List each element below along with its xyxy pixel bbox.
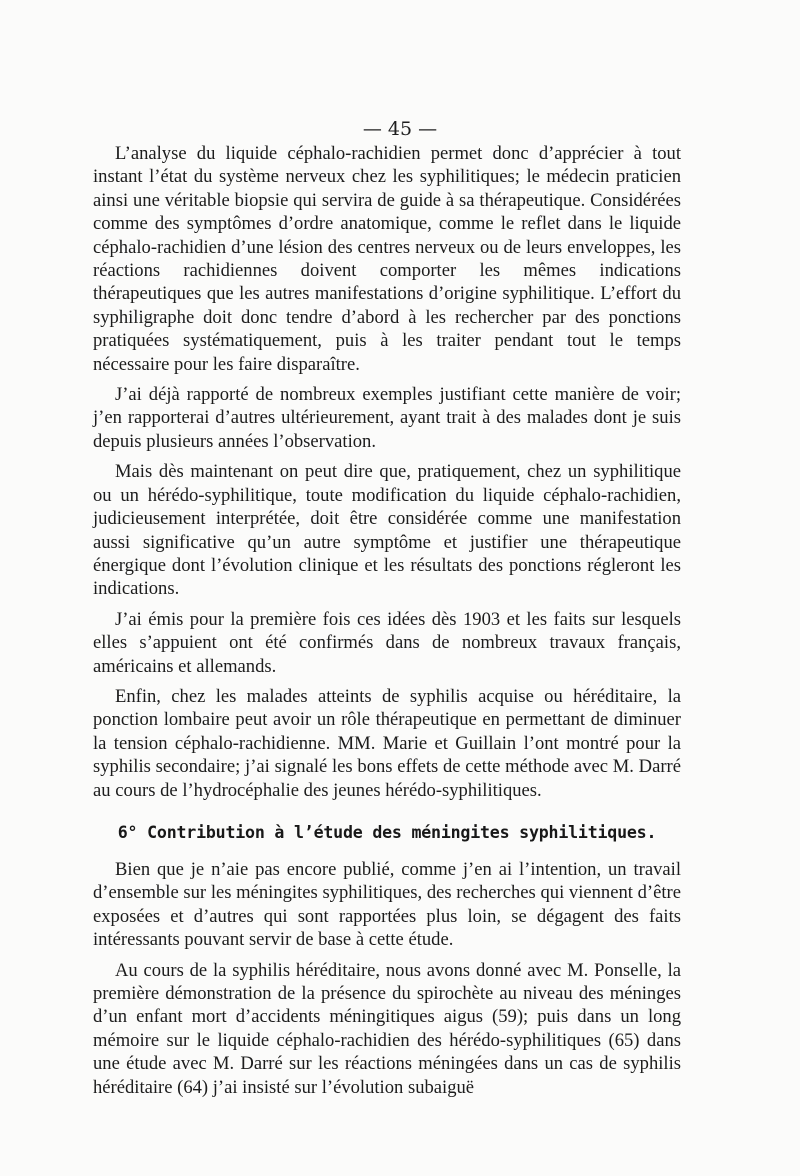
paragraph: L’analyse du liquide céphalo-rachidien permet donc d’apprécier à tout instant l’état du système nerveux chez les syphilitiques; le médecin praticien ainsi une véritable biopsie qui servira de guide à sa thérapeutique. Considérées comme des symptômes d’ordre anatomique, comme le reflet dans le liquide céphalo-rachidien d’une lésion des centres nerveux ou de leurs enveloppes, les réactions rachidiennes doivent comporter les mêmes indications thérapeutiques que les autres manifestations d’origine syphilitique. L’effort du syphiligraphe doit donc tendre d’abord à les rechercher par des ponctions pratiquées systématiquement, puis à les traiter pendant tout le temps nécessaire pour les faire disparaître. — [93, 143, 681, 375]
paragraph: J’ai émis pour la première fois ces idées dès 1903 et les faits sur lesquels elles s’appuient ont été confirmés dans de nombreux travaux français, américains et allemands. — [93, 608, 681, 677]
paragraph: Bien que je n’aie pas encore publié, comme j’en ai l’intention, un travail d’ensemble sur les méningites syphilitiques, des recherches qui viennent d’être exposées et d’autres qui sont rapportées plus loin, se dégagent des faits intéressants pouvant servir de base à cette étude. — [93, 858, 681, 951]
page-number: — 45 — — [362, 118, 438, 140]
paragraph: Au cours de la syphilis héréditaire, nous avons donné avec M. Ponselle, la première démonstration de la présence du spirochète au niveau des méninges d’un enfant mort d’accidents méningitiques aigus (59); puis dans un long mémoire sur le liquide céphalo-rachidien des hérédo-syphilitiques (65) dans une étude avec M. Darré sur les réactions méningées dans un cas de syphilis héréditaire (64) j’ai insisté sur l’évolution subaiguë — [93, 959, 681, 1098]
paragraph: Mais dès maintenant on peut dire que, pratiquement, chez un syphilitique ou un hérédo-syphilitique, toute modification du liquide céphalo-rachidien, judicieusement interprétée, doit être considérée comme une manifestation aussi significative qu’un autre symptôme et justifier une thérapeutique énergique dont l’évolution clinique et les résultats des ponctions régleront les indications. — [93, 461, 681, 600]
paragraph: Enfin, chez les malades atteints de syphilis acquise ou héréditaire, la ponction lombaire peut avoir un rôle thérapeutique en permettant de diminuer la tension céphalo-rachidienne. MM. Marie et Guillain l’ont montré pour la syphilis secondaire; j’ai signalé les bons effets de cette méthode avec M. Darré au cours de l’hydrocéphalie des jeunes hérédo-syphilitiques. — [93, 685, 681, 801]
page-body — [93, 142, 681, 1106]
paragraph: J’ai déjà rapporté de nombreux exemples justifiant cette manière de voir; j’en rapporterai d’autres ultérieurement, ayant trait à des malades dont je suis depuis plusieurs années l’observation. — [93, 384, 681, 452]
section-heading: 6° Contribution à l’étude des méningites syphilitiques. — [117, 822, 657, 842]
